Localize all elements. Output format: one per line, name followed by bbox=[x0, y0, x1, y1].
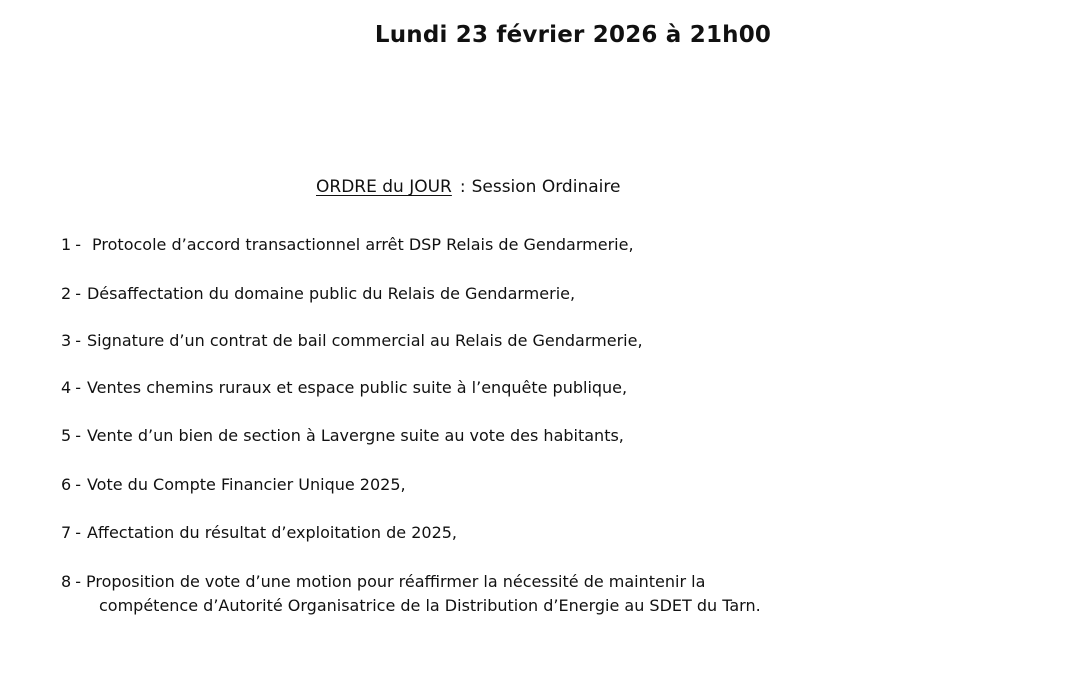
agenda-item-number: 4 bbox=[61, 378, 72, 397]
agenda-item-number: 6 bbox=[61, 475, 72, 494]
agenda-item-text: Proposition de vote d’une motion pour réaffirmer la nécessité de maintenir la bbox=[85, 572, 706, 591]
agenda-item-number: 1 bbox=[61, 235, 72, 254]
agenda-item-dash: - bbox=[75, 235, 87, 254]
agenda-item-number: 7 bbox=[61, 523, 72, 542]
agenda-session-type: Session Ordinaire bbox=[471, 177, 621, 197]
agenda-item-dash: - bbox=[75, 284, 81, 303]
agenda-item-text: Vente d’un bien de section à Lavergne suite au vote des habitants, bbox=[86, 426, 624, 445]
agenda-item-8 bbox=[61, 570, 761, 618]
agenda-heading-separator: : bbox=[459, 177, 466, 197]
meeting-date-title: Lundi 23 février 2026 à 21h00 bbox=[374, 22, 772, 48]
agenda-item-4 bbox=[61, 376, 627, 400]
agenda-heading-label: ORDRE du JOUR bbox=[316, 177, 452, 197]
agenda-item-6 bbox=[61, 473, 406, 497]
agenda-item-number: 3 bbox=[61, 331, 72, 350]
agenda-item-number: 5 bbox=[61, 426, 72, 445]
agenda-item-5 bbox=[61, 424, 624, 448]
agenda-item-text: Signature d’un contrat de bail commercial au Relais de Gendarmerie, bbox=[86, 331, 643, 350]
agenda-item-dash: - bbox=[75, 331, 81, 350]
agenda-heading bbox=[316, 177, 620, 197]
agenda-item-text: Affectation du résultat d’exploitation de 2025, bbox=[86, 523, 458, 542]
agenda-item-text: Vote du Compte Financier Unique 2025, bbox=[86, 475, 406, 494]
agenda-item-dash: - bbox=[75, 523, 81, 542]
agenda-item-dash: - bbox=[75, 426, 81, 445]
agenda-item-dash: - bbox=[75, 378, 81, 397]
agenda-item-1 bbox=[61, 233, 634, 257]
agenda-item-3 bbox=[61, 329, 643, 353]
agenda-item-7 bbox=[61, 521, 457, 545]
agenda-item-number: 2 bbox=[61, 284, 72, 303]
agenda-item-text: Ventes chemins ruraux et espace public suite à l’enquête publique, bbox=[86, 378, 628, 397]
agenda-item-continuation: compétence d’Autorité Organisatrice de la Distribution d’Energie au SDET du Tarn. bbox=[99, 596, 761, 615]
agenda-item-2 bbox=[61, 282, 575, 306]
agenda-item-text: Protocole d’accord transactionnel arrêt DSP Relais de Gendarmerie, bbox=[92, 235, 634, 254]
agenda-item-dash: - bbox=[75, 475, 81, 494]
agenda-item-text: Désaffectation du domaine public du Relais de Gendarmerie, bbox=[86, 284, 576, 303]
agenda-item-dash: - bbox=[75, 572, 81, 591]
agenda-item-number: 8 bbox=[61, 572, 72, 591]
